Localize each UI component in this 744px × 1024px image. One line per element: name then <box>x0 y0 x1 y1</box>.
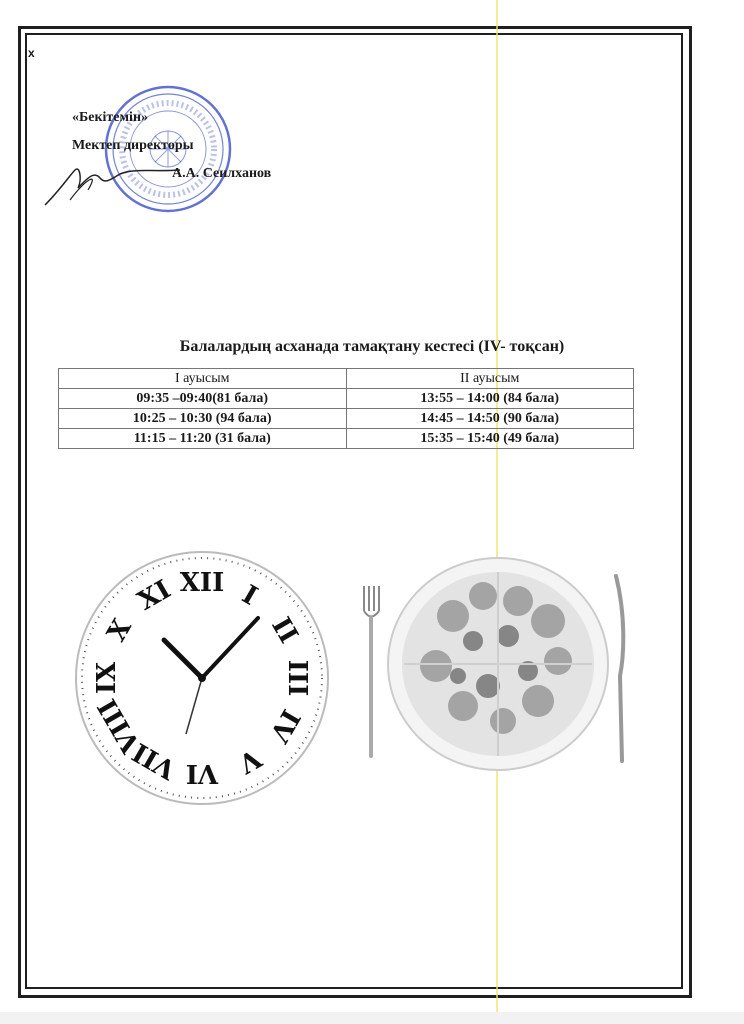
clock-numeral: IV <box>263 703 306 748</box>
approval-position: Мектеп директоры <box>72 138 194 153</box>
clock-numeral: X <box>101 614 138 647</box>
table-cell: 13:55 – 14:00 (84 бала) <box>346 389 634 409</box>
table-cell: 14:45 – 14:50 (90 бала) <box>346 409 634 429</box>
schedule-table <box>58 368 634 449</box>
signature-icon <box>40 150 190 210</box>
clock-numeral: XI <box>132 574 177 617</box>
scan-bottom-edge <box>0 1012 744 1024</box>
header-shift-1: І ауысым <box>59 369 347 389</box>
table-cell: 11:15 – 11:20 (31 бала) <box>59 429 347 449</box>
clock-numeral: III <box>282 659 312 697</box>
header-shift-2: ІІ ауысым <box>346 369 634 389</box>
director-name: А.А. Сеилханов <box>172 166 272 181</box>
table-row <box>59 409 634 429</box>
food-plate-icon <box>358 556 638 776</box>
table-row <box>59 389 634 409</box>
clock-numeral: VI <box>185 758 219 788</box>
clock-numeral: VII <box>127 736 182 785</box>
table-cell: 09:35 –09:40(81 бала) <box>59 389 347 409</box>
clock-numeral: XII <box>179 568 225 598</box>
clock-numeral: VIII <box>92 693 147 758</box>
scan-artifact-line <box>496 0 498 1024</box>
approval-heading: «Бекітемін» <box>72 110 149 125</box>
schedule-title: Балалардың асханада тамақтану кестесі (IV- тоқсан) <box>179 338 565 355</box>
table-cell: 10:25 – 10:30 (94 бала) <box>59 409 347 429</box>
clock-icon <box>72 548 332 808</box>
clock-numeral: II <box>265 612 304 649</box>
table-row <box>59 429 634 449</box>
clock-numeral: V <box>233 742 266 779</box>
clock-numeral: I <box>236 579 263 612</box>
clock-numeral: IX <box>92 661 122 695</box>
table-header-row <box>59 369 634 389</box>
corner-mark: x <box>28 46 35 60</box>
table-cell: 15:35 – 15:40 (49 бала) <box>346 429 634 449</box>
